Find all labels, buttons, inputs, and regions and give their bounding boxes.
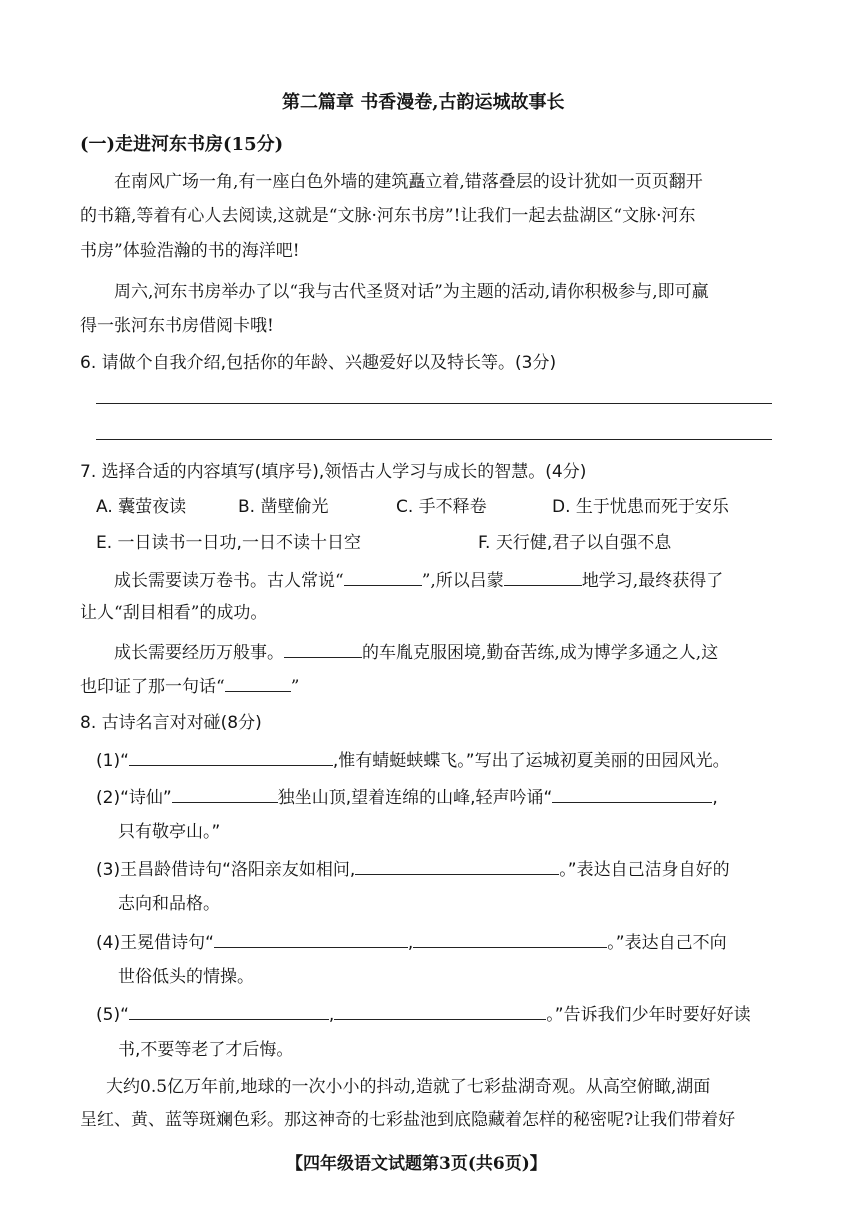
q8-item-2-cont: 只有敬亭山。”	[118, 822, 221, 842]
blank-field[interactable]	[129, 748, 333, 766]
q8-text: (4)王冕借诗句“	[96, 933, 214, 953]
blank-field[interactable]	[552, 785, 712, 803]
q8-item-3	[96, 857, 730, 881]
q8-item-5	[96, 1002, 751, 1026]
q8-item-4-cont: 世俗低头的情操。	[118, 967, 254, 987]
answer-line-1[interactable]	[96, 403, 772, 404]
q8-text: ,	[328, 1005, 335, 1025]
question-7: 7. 选择合适的内容填写(填序号),领悟古人学习与成长的智慧。(4分)	[80, 462, 587, 482]
blank-field[interactable]	[172, 785, 278, 803]
q8-item-1	[96, 748, 730, 772]
blank-field[interactable]	[225, 674, 291, 692]
paragraph-line: 周六,河东书房举办了以“我与古代圣贤对话”为主题的活动,请你积极参与,即可赢	[114, 282, 709, 302]
q8-item-3-cont: 志向和品格。	[118, 894, 220, 914]
blank-field[interactable]	[214, 930, 408, 948]
q7-text: 成长需要经历万般事。	[114, 643, 284, 663]
q7-para2-line	[80, 674, 299, 698]
option-b: B. 凿壁偷光	[238, 497, 329, 517]
q8-item-2	[96, 785, 718, 809]
q7-text: ”,所以吕蒙	[421, 571, 504, 591]
q7-para2-line	[114, 640, 718, 664]
paragraph-line: 大约0.5亿万年前,地球的一次小小的抖动,造就了七彩盐湖奇观。从高空俯瞰,湖面	[106, 1077, 711, 1097]
question-8: 8. 古诗名言对对碰(8分)	[80, 713, 262, 733]
q7-text: ”	[290, 677, 300, 697]
q8-text: ,惟有蜻蜓蛱蝶飞。”写出了运城初夏美丽的田园风光。	[332, 751, 730, 771]
blank-field[interactable]	[344, 568, 422, 586]
q7-para1-line	[114, 568, 723, 592]
option-d: D. 生于忧患而死于安乐	[552, 497, 729, 517]
q8-text: ,	[712, 788, 718, 808]
section-heading: (一)走进河东书房(15分)	[80, 134, 284, 155]
q8-text: (1)“	[96, 751, 129, 771]
q8-text: ,	[407, 933, 414, 953]
option-f: F. 天行健,君子以自强不息	[478, 533, 672, 553]
q8-text: 。”告诉我们少年时要好好读	[546, 1005, 751, 1025]
paragraph-line: 在南风广场一角,有一座白色外墙的建筑矗立着,错落叠层的设计犹如一页页翻开	[114, 172, 703, 192]
page-footer: 【四年级语文试题第3页(共6页)】	[286, 1154, 547, 1174]
q8-text: (2)“诗仙”	[96, 788, 172, 808]
blank-field[interactable]	[413, 930, 607, 948]
blank-field[interactable]	[129, 1002, 329, 1020]
blank-field[interactable]	[504, 568, 582, 586]
q8-text: 。”表达自己不向	[607, 933, 727, 953]
q7-text: 地学习,最终获得了	[581, 571, 724, 591]
paragraph-line: 呈红、黄、蓝等斑斓色彩。那这神奇的七彩盐池到底隐藏着怎样的秘密呢?让我们带着好	[80, 1110, 736, 1130]
paragraph-line: 得一张河东书房借阅卡哦!	[80, 316, 274, 336]
q7-text: 也印证了那一句话“	[80, 677, 225, 697]
blank-field[interactable]	[355, 857, 559, 875]
option-c: C. 手不释卷	[396, 497, 487, 517]
q7-text: 的车胤克服困境,勤奋苦练,成为博学多通之人,这	[362, 643, 719, 663]
chapter-title: 第二篇章 书香漫卷,古韵运城故事长	[282, 92, 565, 113]
answer-line-2[interactable]	[96, 439, 772, 440]
q7-text: 成长需要读万卷书。古人常说“	[114, 571, 344, 591]
option-a: A. 囊萤夜读	[96, 497, 187, 517]
q8-text: 独坐山顶,望着连绵的山峰,轻声吟诵“	[277, 788, 553, 808]
q7-para1-line: 让人“刮目相看”的成功。	[80, 603, 268, 623]
q8-item-5-cont: 书,不要等老了才后悔。	[118, 1040, 294, 1060]
option-e: E. 一日读书一日功,一日不读十日空	[96, 533, 361, 553]
q8-text: (3)王昌龄借诗句“洛阳亲友如相问,	[96, 860, 356, 880]
blank-field[interactable]	[334, 1002, 546, 1020]
blank-field[interactable]	[284, 640, 362, 658]
paragraph-line: 书房”体验浩瀚的书的海洋吧!	[80, 241, 300, 261]
q8-text: (5)“	[96, 1005, 129, 1025]
q8-text: 。”表达自己洁身自好的	[559, 860, 730, 880]
paragraph-line: 的书籍,等着有心人去阅读,这就是“文脉·河东书房”!让我们一起去盐湖区“文脉·河东	[80, 206, 696, 226]
q8-item-4	[96, 930, 727, 954]
question-6: 6. 请做个自我介绍,包括你的年龄、兴趣爱好以及特长等。(3分)	[80, 353, 557, 373]
